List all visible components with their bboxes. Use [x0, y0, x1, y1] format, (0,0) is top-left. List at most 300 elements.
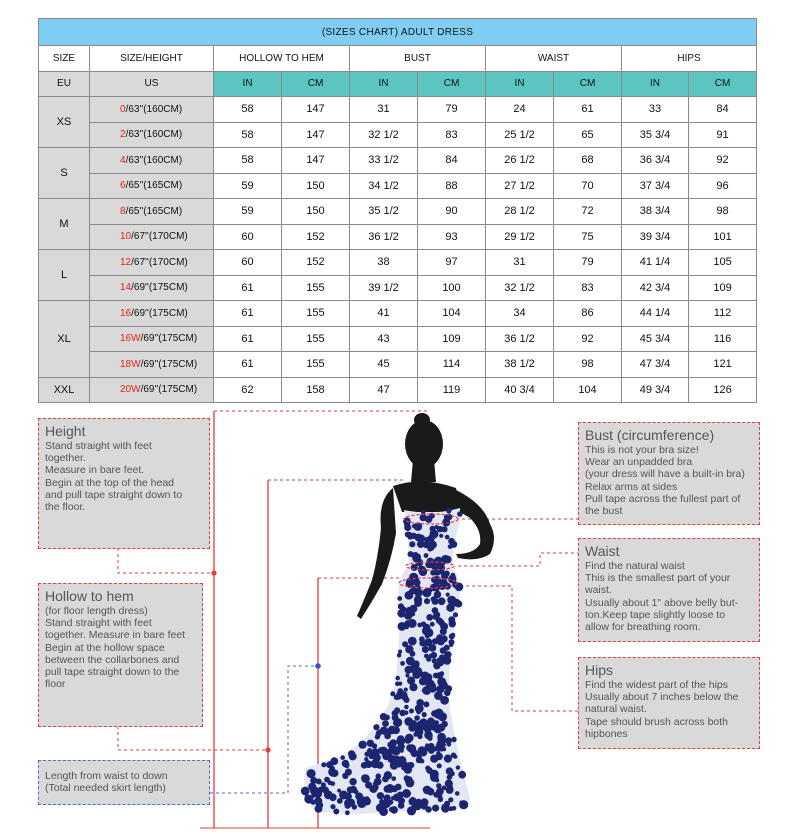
us-size: 2	[120, 129, 126, 141]
height-value: /69''(175CM)	[140, 384, 198, 396]
hips-in-cell: 42 3/4	[622, 275, 689, 301]
dress-flower-dot	[382, 720, 389, 727]
height-value: /65''(165CM)	[125, 180, 183, 192]
dress-flower-dot	[347, 786, 354, 793]
bust-cm-cell: 109	[418, 326, 486, 352]
hollow-in-cell: 61	[214, 352, 282, 378]
dress-flower-dot	[435, 778, 439, 782]
table-row	[39, 224, 757, 250]
dress-flower-dot	[402, 789, 411, 798]
unit-cm: CM	[554, 71, 622, 97]
header-hips: HIPS	[622, 46, 757, 72]
bust-guide-box	[578, 422, 760, 525]
hollow-cm-cell: 147	[282, 148, 350, 174]
waist-cm-cell: 72	[554, 199, 622, 225]
hollow-cm-cell: 155	[282, 275, 350, 301]
hips-in-cell: 35 3/4	[622, 122, 689, 148]
guide-line: the floor.	[45, 501, 86, 514]
header-us: US	[90, 71, 214, 97]
dress-flower-dot	[424, 598, 430, 604]
us-size: 18W	[120, 358, 141, 370]
bust-cm-cell: 114	[418, 352, 486, 378]
guide-line: Find the widest part of the hips	[585, 679, 728, 691]
height-value: /67''(170CM)	[131, 256, 188, 268]
hips-in-cell: 39 3/4	[622, 224, 689, 250]
dress-flower-dot	[330, 804, 335, 809]
bust-in-cell: 36 1/2	[350, 224, 418, 250]
dress-flower-dot	[360, 743, 364, 747]
guide-line: between the collarbones and	[45, 653, 180, 666]
bust-cm-cell: 100	[418, 275, 486, 301]
size-chart	[38, 18, 756, 403]
us-size: 8	[120, 205, 126, 217]
dress-flower-dot	[427, 718, 436, 727]
hollow-in-cell: 61	[214, 275, 282, 301]
waist-in-cell: 27 1/2	[486, 173, 554, 199]
us-size: 14	[120, 282, 132, 294]
table-row	[39, 148, 757, 174]
dress-flower-dot	[406, 657, 415, 666]
waist-cm-cell: 68	[554, 148, 622, 174]
hollow-in-cell: 58	[214, 122, 282, 148]
height-value: /69''(175CM)	[131, 282, 188, 294]
bust-in-cell: 43	[350, 326, 418, 352]
dress-flower-dot	[455, 791, 460, 796]
hips-cm-cell: 92	[689, 148, 757, 174]
dress-flower-dot	[436, 788, 444, 796]
dress-flower-dot	[314, 797, 322, 805]
dress-flower-dot	[445, 535, 450, 540]
hollow-in-cell: 58	[214, 148, 282, 174]
dress-flower-dot	[417, 623, 422, 628]
bust-in-cell: 35 1/2	[350, 199, 418, 225]
dress-flower-dot	[404, 766, 412, 774]
dress-flower-dot	[375, 734, 380, 739]
dress-flower-dot	[410, 533, 416, 539]
size-eu-cell: M	[39, 199, 90, 250]
dress-flower-dot	[409, 683, 417, 691]
dress-flower-dot	[444, 556, 452, 564]
dress-flower-dot	[450, 574, 456, 580]
dress-flower-dot	[431, 596, 437, 602]
us-size: 20W	[120, 384, 141, 396]
hollow-cm-cell: 150	[282, 199, 350, 225]
dress-flower-dot	[333, 809, 339, 815]
waist-guide-box	[578, 538, 760, 642]
us-size: 6	[120, 180, 126, 192]
table-row	[39, 377, 757, 403]
dress-flower-dot	[392, 726, 400, 734]
waist-cm-cell: 92	[554, 326, 622, 352]
guide-line: pull tape straight down to the	[45, 666, 180, 679]
dress-flower-dot	[330, 781, 335, 786]
dress-flower-dot	[398, 603, 404, 609]
unit-in: IN	[486, 71, 554, 97]
us-size: 0	[120, 103, 126, 115]
bust-in-cell: 39 1/2	[350, 275, 418, 301]
figure-right-arm	[357, 488, 396, 619]
hollow-cm-cell: 152	[282, 250, 350, 276]
dress-flower-dot	[439, 534, 443, 538]
table-row	[39, 352, 757, 378]
chart-title: (SIZES CHART) ADULT DRESS	[39, 19, 757, 46]
measurement-guide	[0, 408, 794, 834]
guide-line: ton.Keep tape slightly loose to	[585, 608, 726, 621]
waist-in-cell: 40 3/4	[486, 377, 554, 403]
dress-flower-dot	[340, 755, 345, 760]
dress-flower-dot	[428, 534, 435, 541]
guide-line: Length from waist to down	[45, 770, 168, 782]
dress-flower-dot	[404, 688, 408, 692]
size-height-cell	[90, 275, 214, 301]
guide-line: Stand straight with feet	[45, 440, 152, 452]
dress-flower-dot	[397, 596, 402, 601]
figure-shoulders	[393, 481, 462, 512]
dress-flower-dot	[453, 612, 458, 617]
guide-line: Usually about 7 inches below the	[585, 691, 739, 704]
dress-flower-dot	[446, 767, 454, 775]
dress-flower-dot	[434, 691, 443, 700]
waist-cm-cell: 75	[554, 224, 622, 250]
dress-flower-dot	[344, 763, 350, 769]
dress-flower-dot	[408, 619, 417, 628]
table-row	[39, 122, 757, 148]
dress-flower-dot	[373, 782, 377, 786]
dress-flower-dot	[448, 616, 455, 623]
size-height-cell	[90, 97, 214, 123]
dress-flower-dot	[384, 733, 391, 740]
height-value: /67''(170CM)	[131, 231, 188, 243]
dress-flower-dot	[437, 763, 442, 768]
height-value: /69''(175CM)	[140, 358, 198, 370]
dress-flower-dot	[430, 622, 435, 627]
dress-flower-dot	[405, 645, 413, 653]
dress-flower-dot	[378, 793, 382, 797]
dress-flower-dot	[428, 734, 433, 739]
size-eu-cell: S	[39, 148, 90, 199]
dress-flower-dot	[438, 797, 443, 802]
dress-flower-dot	[432, 559, 440, 567]
hollow-in-cell: 62	[214, 377, 282, 403]
hollow-cm-cell: 155	[282, 301, 350, 327]
dress-flower-dot	[393, 718, 402, 727]
guide-line: Find the natural waist	[585, 560, 685, 572]
table-row	[39, 301, 757, 327]
dress-flower-dot	[409, 709, 414, 714]
dress-flower-dot	[345, 810, 350, 815]
dress-flower-dot	[459, 800, 468, 809]
size-height-cell	[90, 250, 214, 276]
hollow-in-cell: 61	[214, 301, 282, 327]
dress-flower-dot	[405, 734, 414, 743]
dress-flower-dot	[349, 752, 357, 760]
hollow-in-cell: 59	[214, 199, 282, 225]
dress-flower-dot	[395, 758, 404, 767]
height-guide-box	[38, 418, 210, 549]
dress-flower-dot	[457, 511, 463, 517]
height-dot	[211, 570, 216, 575]
size-height-cell	[90, 224, 214, 250]
size-eu-cell: XXL	[39, 377, 90, 403]
guide-line: Tape should brush across both	[585, 715, 729, 728]
dress-flower-dot	[344, 799, 352, 807]
size-eu-cell: L	[39, 250, 90, 301]
hips-in-cell: 41 1/4	[622, 250, 689, 276]
hips-cm-cell: 126	[689, 377, 757, 403]
us-size: 4	[120, 154, 126, 166]
waist-in-cell: 29 1/2	[486, 224, 554, 250]
dress-flower-dot	[361, 762, 368, 769]
dress-flower-dot	[447, 784, 453, 790]
dress-flower-dot	[409, 541, 415, 547]
dress-flower-dot	[426, 767, 433, 774]
dress-flower-dot	[423, 679, 430, 686]
bust-in-cell: 45	[350, 352, 418, 378]
bust-in-cell: 41	[350, 301, 418, 327]
dress-flower-dot	[437, 724, 445, 732]
hips-in-cell: 49 3/4	[622, 377, 689, 403]
hips-cm-cell: 84	[689, 97, 757, 123]
guide-line: hipbones	[585, 727, 628, 740]
dress-flower-dot	[405, 776, 413, 784]
dress-flower-dot	[401, 694, 408, 701]
hollow-cm-cell: 158	[282, 377, 350, 403]
hips-in-cell: 38 3/4	[622, 199, 689, 225]
dress-flower-dot	[447, 774, 453, 780]
hips-connector	[460, 586, 578, 711]
us-size: 16W	[120, 333, 141, 345]
bust-in-cell: 32 1/2	[350, 122, 418, 148]
dress-flower-dot	[395, 784, 402, 791]
dress-flower-dot	[422, 712, 427, 717]
dress-flower-dot	[345, 769, 352, 776]
dress-flower-dot	[385, 784, 394, 793]
dress-flower-dot	[436, 751, 440, 755]
bust-in-cell: 33 1/2	[350, 148, 418, 174]
size-eu-cell: XL	[39, 301, 90, 378]
dress-flower-dot	[423, 702, 427, 706]
waist-cm-cell: 98	[554, 352, 622, 378]
dress-flower-dot	[376, 761, 383, 768]
bust-cm-cell: 119	[418, 377, 486, 403]
dress-flower-dot	[394, 694, 400, 700]
hips-guide-box	[578, 657, 760, 749]
hips-cm-cell: 112	[689, 301, 757, 327]
unit-in: IN	[622, 71, 689, 97]
dress-flower-dot	[414, 599, 422, 607]
waist-in-cell: 31	[486, 250, 554, 276]
size-eu-cell: XS	[39, 97, 90, 148]
dress-flower-dot	[301, 787, 310, 796]
dress-flower-dot	[422, 646, 429, 653]
dress-flower-dot	[412, 524, 416, 528]
dress-flower-dot	[349, 778, 356, 785]
guide-line: together.	[45, 452, 86, 465]
dress-flower-dot	[429, 541, 437, 549]
us-size: 16	[120, 307, 132, 319]
height-value: /69''(175CM)	[131, 307, 188, 319]
hollow-in-cell: 60	[214, 250, 282, 276]
dress-flower-dot	[364, 757, 368, 761]
dress-flower-dot	[384, 771, 392, 779]
dress-flower-dot	[446, 593, 450, 597]
dress-flower-dot	[367, 748, 372, 753]
dress-flower-dot	[395, 676, 400, 681]
dress-flower-dot	[408, 637, 417, 646]
size-height-cell	[90, 122, 214, 148]
hollow-cm-cell: 155	[282, 326, 350, 352]
hips-cm-cell: 116	[689, 326, 757, 352]
unit-cm: CM	[418, 71, 486, 97]
dress-flower-dot	[444, 571, 450, 577]
dress-flower-dot	[373, 754, 381, 762]
hips-cm-cell: 101	[689, 224, 757, 250]
guide-line: Begin at the top of the head	[45, 476, 175, 489]
dress-flower-dot	[404, 710, 409, 715]
dress-flower-dot	[446, 604, 454, 612]
dress-flower-dot	[409, 797, 418, 806]
dress-flower-dot	[422, 688, 426, 692]
dress-flower-dot	[352, 804, 357, 809]
height-value: /69''(175CM)	[140, 333, 198, 345]
waist-in-cell: 38 1/2	[486, 352, 554, 378]
bust-in-cell: 47	[350, 377, 418, 403]
waist-in-cell: 36 1/2	[486, 326, 554, 352]
dress-flower-dot	[441, 804, 449, 812]
hips-cm-cell: 121	[689, 352, 757, 378]
dress-flower-dot	[372, 743, 378, 749]
height-connector	[118, 548, 214, 573]
dress-flower-dot	[411, 806, 417, 812]
dress-flower-dot	[440, 628, 447, 635]
hips-cm-cell: 91	[689, 122, 757, 148]
dress-flower-dot	[436, 658, 440, 662]
figure-neck	[411, 460, 436, 482]
header-hollow-to-hem: HOLLOW TO HEM	[214, 46, 350, 72]
guide-line: allow for breathing room.	[585, 621, 701, 634]
bust-cm-cell: 79	[418, 97, 486, 123]
dress-flower-dot	[451, 633, 456, 638]
table-row	[39, 275, 757, 301]
dress-flower-dot	[426, 657, 431, 662]
dress-flower-dot	[445, 685, 452, 692]
dress-flower-dot	[398, 682, 402, 686]
waist-in-cell: 26 1/2	[486, 148, 554, 174]
bust-cm-cell: 104	[418, 301, 486, 327]
hips-cm-cell: 109	[689, 275, 757, 301]
dress-flower-dot	[448, 544, 453, 549]
bust-cm-cell: 83	[418, 122, 486, 148]
waist-cm-cell: 79	[554, 250, 622, 276]
dress-flower-dot	[379, 807, 388, 816]
table-row	[39, 326, 757, 352]
dress-flower-dot	[419, 567, 428, 576]
dress-flower-dot	[432, 805, 439, 812]
guide-line: Wear an unpadded bra	[585, 456, 693, 469]
header-eu: EU	[39, 71, 90, 97]
dress-flower-dot	[391, 796, 395, 800]
hips-in-cell: 33	[622, 97, 689, 123]
dress-flower-dot	[331, 769, 339, 777]
table-row	[39, 250, 757, 276]
dress-flower-dot	[378, 729, 382, 733]
hollow-dot	[265, 747, 270, 752]
bust-in-cell: 38	[350, 250, 418, 276]
dress-flower-dot	[434, 711, 442, 719]
hips-in-cell: 44 1/4	[622, 301, 689, 327]
hollow-in-cell: 58	[214, 97, 282, 123]
dress-flower-dot	[321, 786, 328, 793]
hips-cm-cell: 105	[689, 250, 757, 276]
bust-cm-cell: 97	[418, 250, 486, 276]
waist-cm-cell: 83	[554, 275, 622, 301]
dress-flower-dot	[453, 755, 457, 759]
dress-flower-dot	[398, 797, 405, 804]
us-size: 10	[120, 231, 132, 243]
hips-in-cell: 45 3/4	[622, 326, 689, 352]
dress-flower-dot	[447, 597, 451, 601]
dress-flower-dot	[434, 525, 438, 529]
dress-flower-dot	[397, 735, 405, 743]
hips-cm-cell: 96	[689, 173, 757, 199]
hips-guide-title: Hips	[585, 662, 614, 678]
dress-flower-dot	[361, 775, 366, 780]
hollow-cm-cell: 152	[282, 224, 350, 250]
guide-line: and pull tape straight down to	[45, 488, 183, 501]
hips-in-cell: 37 3/4	[622, 173, 689, 199]
size-height-cell	[90, 199, 214, 225]
dress-flower-dot	[391, 776, 396, 781]
dress-flower-dot	[397, 653, 402, 658]
hips-cm-cell: 98	[689, 199, 757, 225]
height-value: /63''(160CM)	[125, 103, 183, 115]
dress-flower-dot	[423, 786, 432, 795]
hollow-guide-box	[38, 583, 203, 727]
header-size: SIZE	[39, 46, 90, 72]
waist-dot	[315, 663, 321, 669]
dress-flower-dot	[426, 614, 433, 621]
header-waist: WAIST	[486, 46, 622, 72]
dress-flower-dot	[420, 798, 428, 806]
guide-line: (Total needed skirt length)	[45, 782, 166, 795]
dress-flower-dot	[442, 743, 446, 747]
dress-flower-dot	[383, 751, 390, 758]
bust-cm-cell: 90	[418, 199, 486, 225]
height-guide-title: Height	[45, 423, 86, 439]
dress-flower-dot	[384, 799, 388, 803]
header-bust: BUST	[350, 46, 486, 72]
bust-cm-cell: 88	[418, 173, 486, 199]
dress-flower-dot	[359, 796, 368, 805]
size-height-cell	[90, 301, 214, 327]
unit-cm: CM	[689, 71, 757, 97]
dress-flower-dot	[446, 508, 452, 514]
dress-flower-dot	[416, 710, 421, 715]
hollow-cm-cell: 155	[282, 352, 350, 378]
dress-flower-dot	[308, 783, 316, 791]
dress-flower-dot	[420, 514, 427, 521]
hollow-connector	[118, 726, 268, 750]
dress-flower-dot	[425, 806, 431, 812]
dress-flower-dot	[458, 771, 466, 779]
guide-line: natural waist.	[585, 703, 647, 716]
waist-in-cell: 28 1/2	[486, 199, 554, 225]
height-value: /65''(165CM)	[125, 205, 183, 217]
dress-flower-dot	[419, 640, 425, 646]
height-value: /63''(160CM)	[125, 154, 183, 166]
dress-flower-dot	[380, 713, 387, 720]
bust-in-cell: 34 1/2	[350, 173, 418, 199]
